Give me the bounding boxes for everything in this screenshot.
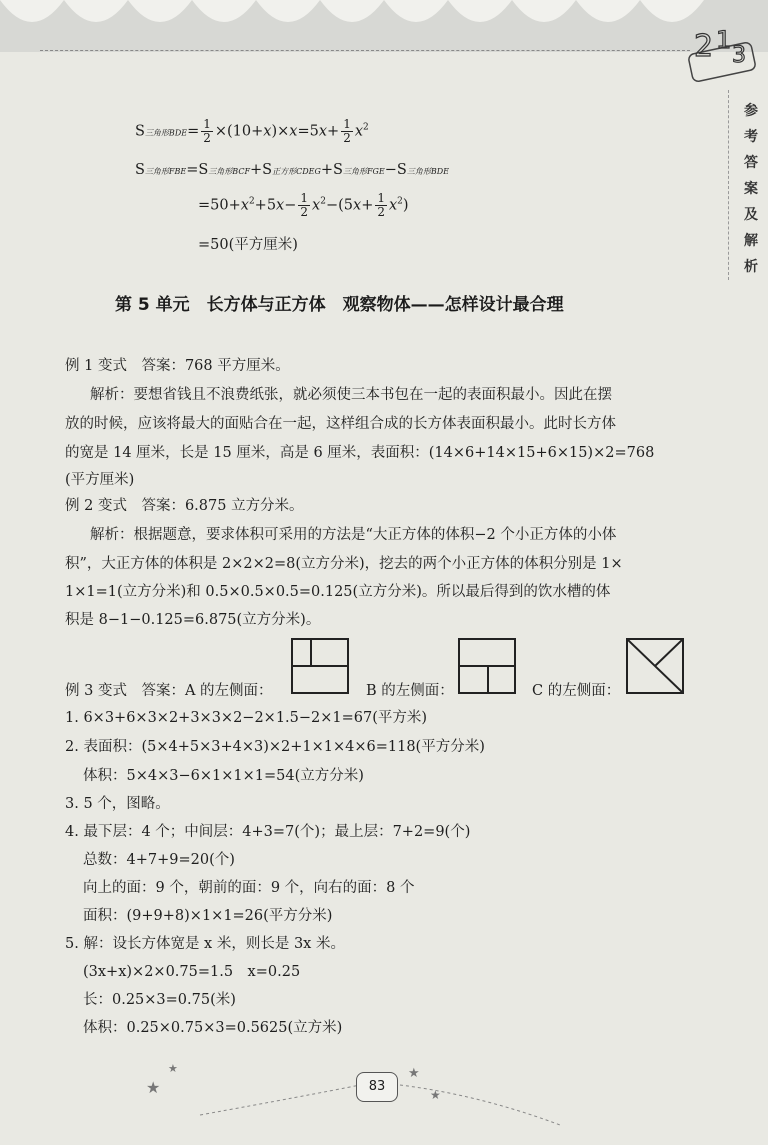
formula-area-bde: S三角形BDE= $\frac{1}{2}$ ×(10+x)×x=5x+ $\frac{1}{2}$ $x^2$: [135, 117, 369, 145]
svg-text:2: 2: [694, 29, 714, 64]
figure-a-left-side: [291, 638, 349, 694]
text-line: 1×1=1(立方分米)和 0.5×0.5×0.5=0.125(立方分米)。所以最后得到的饮水槽的体: [65, 584, 611, 600]
star-icon: ★: [408, 1066, 420, 1081]
text-line: 例 1 变式 答案：768 平方厘米。: [65, 358, 290, 374]
star-icon: ★: [430, 1088, 441, 1102]
example-3-prefix: 例 3 变式 答案：A 的左侧面：: [65, 683, 273, 699]
figure-b-left-side: [458, 638, 516, 694]
answer-line: 1. 6×3+6×3×2+3×3×2−2×1.5−2×1=67(平方米): [65, 710, 428, 726]
text-line: 放的时候，应该将最大的面贴合在一起，这样组合成的长方体表面积最小。此时长方体: [65, 416, 616, 432]
example-3-b-label: B 的左侧面：: [366, 683, 454, 699]
sidebar-char: 析: [744, 259, 758, 275]
text-line: 积”，大正方体的体积是 2×2×2=8(立方分米)，挖去的两个小正方体的体积分别是 1×: [65, 556, 623, 572]
answer-line: 4. 最下层：4 个；中间层：4+3=7(个)；最上层：7+2=9(个): [65, 824, 471, 840]
answer-line: 3. 5 个，图略。: [65, 796, 170, 812]
answer-line: 总数：4+7+9=20(个): [83, 852, 235, 868]
sidebar-char: 考: [744, 129, 758, 145]
sidebar-char: 参: [744, 103, 758, 119]
sidebar-char: 案: [744, 181, 758, 197]
text-line: 的宽是 14 厘米，长是 15 厘米，高是 6 厘米，表面积：(14×6+14×15+6×15)×2=768: [65, 445, 655, 461]
example-3-c-label: C 的左侧面：: [532, 683, 621, 699]
formula-expansion: $=50+x^2+5x-$ $\frac{1}{2}$ $x^2-(5x+$ $\frac{1}{2}$ $x^2$): [198, 191, 409, 219]
sidebar-char: 答: [744, 155, 758, 171]
sidebar-char: 解: [744, 233, 758, 249]
text-line: 积是 8−1−0.125=6.875(立方分米)。: [65, 612, 321, 628]
header-dashed-line: [40, 50, 690, 51]
answer-line: (3x+x)×2×0.75=1.5 x=0.25: [83, 964, 301, 980]
star-icon: ★: [146, 1078, 161, 1097]
figure-c-left-side: [626, 638, 684, 694]
scalloped-header-border: [0, 0, 768, 60]
answer-line: 长：0.25×3=0.75(米): [83, 992, 236, 1008]
svg-text:1: 1: [716, 26, 732, 54]
answer-line: 2. 表面积：(5×4+5×3+4×3)×2+1×1×4×6=118(平方分米): [65, 739, 485, 755]
formula-area-fbe: S三角形FBE=S三角形BCF+S正方形CDEG+S三角形FGE−S三角形BDE: [135, 162, 449, 178]
answer-line: 向上的面：9 个，朝前的面：9 个，向右的面：8 个: [83, 880, 415, 896]
formula-result: =50(平方厘米): [198, 237, 298, 253]
answer-line: 体积：0.25×0.75×3=0.5625(立方米): [83, 1020, 343, 1036]
text-line: 解析：要想省钱且不浪费纸张，就必须使三本书包在一起的表面积最小。因此在摆: [90, 387, 612, 403]
text-line: 解析：根据题意，要求体积可采用的方法是“大正方体的体积−2 个小正方体的小体: [90, 527, 617, 543]
svg-text:3: 3: [732, 43, 746, 68]
answer-line: 体积：5×4×3−6×1×1×1=54(立方分米): [83, 768, 364, 784]
answer-line: 5. 解：设长方体宽是 x 米，则长是 3x 米。: [65, 936, 345, 952]
answer-line: 面积：(9+9+8)×1×1=26(平方分米): [83, 908, 333, 924]
page-number: 83: [356, 1072, 398, 1102]
star-icon: ★: [168, 1062, 178, 1075]
numbers-logo-icon: [684, 18, 764, 82]
text-line: (平方厘米): [65, 472, 135, 488]
unit-title: 第 5 单元 长方体与正方体 观察物体——怎样设计最合理: [115, 295, 564, 315]
text-line: 例 2 变式 答案：6.875 立方分米。: [65, 498, 304, 514]
sidebar-char: 及: [744, 207, 758, 223]
